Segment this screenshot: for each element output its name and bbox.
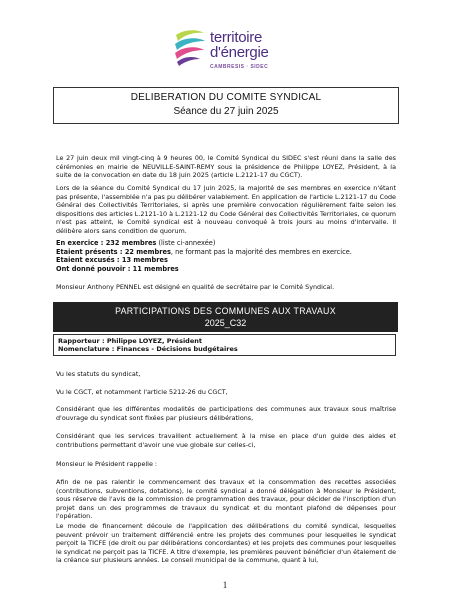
secretary-paragraph: Monsieur Anthony PENNEL est désigné en qualité de secrétaire par le Comité Syndical. xyxy=(56,283,335,291)
rapporteur-line: Rapporteur : Philippe LOYEZ, Président xyxy=(58,337,202,345)
logo-swirl-icon xyxy=(172,27,206,67)
count-presents-label: Etaient présents : 22 membres xyxy=(56,247,171,256)
nomenclature-line: Nomenclature : Finances - Décisions budgétaires xyxy=(58,345,238,354)
count-pouvoir-label: Ont donné pouvoir : 11 membres xyxy=(56,264,179,273)
logo-line-2: d'énergie xyxy=(210,44,269,61)
deliberation-header-box xyxy=(53,87,399,124)
considerant-2: Considérant que les services travaillent actuellement à la mise en place d'un guide des aides et contributions permettant d'avoir une vue globale sur celles-ci, xyxy=(56,432,396,449)
logo-subtitle: CAMBRESIS · SIDEC xyxy=(210,64,269,70)
deliberation-title: DELIBERATION DU COMITE SYNDICAL xyxy=(130,92,322,103)
vu-cgct: Vu le CGCT, et notamment l'article 5212-26 du CGCT, xyxy=(56,388,228,396)
agenda-item-code: 2025_C32 xyxy=(204,318,247,328)
count-excuses-label: Etaient excusés : 13 membres xyxy=(56,256,168,265)
count-excuses xyxy=(56,256,396,265)
paragraph-financement: Le mode de financement découle de l'application des délibérations du comité syndical, lesquelles peuvent prévoir un traitement différencié entre les projets des communes pour lesquelles le syndicat perçoit la TICFE (de droit ou par délibérations concordantes) et les projets des communes pour lesquelles le syndicat ne perçoit pas la TICFE. A titre d'exemple, les premières peuvent bénéficier d'un étalement de la créance sur plusieurs années. Le conseil municipal de la commune, quant à lui, xyxy=(56,522,396,565)
considerant-1: Considérant que les différentes modalités de participations des communes aux travaux sous maîtrise d'ouvrage du syndicat sont fixées par plusieurs délibérations, xyxy=(56,405,396,422)
logo-wordmark xyxy=(210,30,292,70)
intro-paragraph-1: Le 27 juin deux mil vingt-cinq à 9 heures 00, le Comité Syndical du SIDEC s'est réuni dans la salle des cérémonies en mairie de NEUVILLE-SAINT-REMY sous la présidence de Philippe LOYEZ, Président, à la suite de la convocation en date du 18 juin 2025 (article L.2121-17 du CGCT). xyxy=(56,154,396,180)
agenda-item-banner xyxy=(53,302,398,332)
count-exercice xyxy=(56,239,396,248)
count-exercice-label: En exercice : 232 membres xyxy=(56,239,157,247)
agenda-item-title: PARTICIPATIONS DES COMMUNES AUX TRAVAUX xyxy=(115,306,336,316)
vu-statuts: Vu les statuts du syndicat, xyxy=(56,370,141,378)
count-presents-note: , ne formant pas la majorité des membres en exercice. xyxy=(170,247,352,256)
territoire-energie-logo xyxy=(172,27,287,77)
page-number: 1 xyxy=(222,580,228,590)
rapporteur-box xyxy=(53,334,396,356)
member-counts xyxy=(56,239,396,273)
count-pouvoir xyxy=(56,265,396,274)
count-exercice-note: (liste ci-annexée) xyxy=(156,239,216,247)
session-date: Séance du 27 juin 2025 xyxy=(173,106,279,117)
president-rappelle: Monsieur le Président rappelle : xyxy=(56,460,158,468)
logo-line-1: territoire xyxy=(210,29,263,46)
count-presents xyxy=(56,248,396,257)
intro-paragraph-2: Lors de la séance du Comité Syndical du 17 juin 2025, la majorité de ses membres en exercice n'étant pas présente, l'assemblée n'a pas pu délibérer valablement. En application de l'article L.2121-17 du Code Général des Collectivités Territoriales, si après une première convocation régulièrement faite selon les dispositions des articles L.2121-10 à L.2121-12 du Code Général des Collectivités Territoriales, ce quorum n'est pas atteint, le Comité syndical est à nouveau convoqué à trois jours au moins d'intervalle. Il délibère alors sans condition de quorum. xyxy=(56,184,396,235)
paragraph-delegation: Afin de ne pas ralentir le commencement des travaux et la consommation des recettes associées (contributions, subventions, dotations), le comité syndical a donné délégation à Monsieur le Président, sous réserve de l'avis de la commission de programmation des travaux, pour décider de l'inscription d'un projet dans un des programmes de travaux du syndicat et du montant plafond de dépenses pour l'opération. xyxy=(56,478,396,521)
